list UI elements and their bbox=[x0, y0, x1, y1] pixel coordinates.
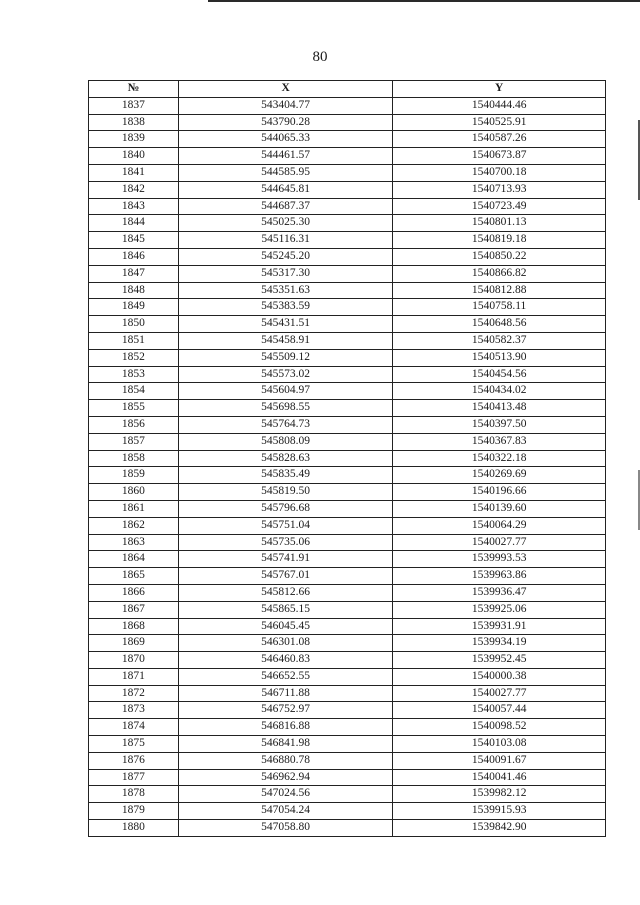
point-number-cell: 1878 bbox=[89, 786, 179, 803]
x-coordinate-cell: 543404.77 bbox=[178, 97, 393, 114]
point-number-cell: 1862 bbox=[89, 517, 179, 534]
point-number-cell: 1851 bbox=[89, 332, 179, 349]
x-coordinate-cell: 545828.63 bbox=[178, 450, 393, 467]
y-coordinate-cell: 1540103.08 bbox=[393, 736, 606, 753]
table-row bbox=[89, 568, 606, 585]
x-coordinate-cell: 545509.12 bbox=[178, 349, 393, 366]
y-coordinate-cell: 1540322.18 bbox=[393, 450, 606, 467]
table-row bbox=[89, 131, 606, 148]
y-coordinate-cell: 1539931.91 bbox=[393, 618, 606, 635]
y-coordinate-cell: 1540525.91 bbox=[393, 114, 606, 131]
point-number-cell: 1861 bbox=[89, 500, 179, 517]
column-header-number: № bbox=[89, 81, 179, 98]
point-number-cell: 1864 bbox=[89, 551, 179, 568]
x-coordinate-cell: 545698.55 bbox=[178, 400, 393, 417]
y-coordinate-cell: 1540091.67 bbox=[393, 752, 606, 769]
coordinates-table bbox=[88, 80, 606, 837]
table-row bbox=[89, 97, 606, 114]
y-coordinate-cell: 1540866.82 bbox=[393, 265, 606, 282]
point-number-cell: 1866 bbox=[89, 584, 179, 601]
point-number-cell: 1841 bbox=[89, 164, 179, 181]
x-coordinate-cell: 545383.59 bbox=[178, 299, 393, 316]
y-coordinate-cell: 1540196.66 bbox=[393, 484, 606, 501]
y-coordinate-cell: 1540582.37 bbox=[393, 332, 606, 349]
point-number-cell: 1840 bbox=[89, 148, 179, 165]
y-coordinate-cell: 1540587.26 bbox=[393, 131, 606, 148]
table-row bbox=[89, 148, 606, 165]
x-coordinate-cell: 545458.91 bbox=[178, 332, 393, 349]
x-coordinate-cell: 546301.08 bbox=[178, 635, 393, 652]
y-coordinate-cell: 1540027.77 bbox=[393, 685, 606, 702]
table-row bbox=[89, 786, 606, 803]
x-coordinate-cell: 546652.55 bbox=[178, 668, 393, 685]
y-coordinate-cell: 1540057.44 bbox=[393, 702, 606, 719]
point-number-cell: 1852 bbox=[89, 349, 179, 366]
table-row bbox=[89, 534, 606, 551]
point-number-cell: 1845 bbox=[89, 232, 179, 249]
table-row bbox=[89, 215, 606, 232]
y-coordinate-cell: 1540648.56 bbox=[393, 316, 606, 333]
x-coordinate-cell: 545812.66 bbox=[178, 584, 393, 601]
x-coordinate-cell: 545865.15 bbox=[178, 601, 393, 618]
y-coordinate-cell: 1540850.22 bbox=[393, 248, 606, 265]
y-coordinate-cell: 1540513.90 bbox=[393, 349, 606, 366]
table-header-row bbox=[89, 81, 606, 98]
point-number-cell: 1876 bbox=[89, 752, 179, 769]
x-coordinate-cell: 544645.81 bbox=[178, 181, 393, 198]
table-row bbox=[89, 265, 606, 282]
y-coordinate-cell: 1540700.18 bbox=[393, 164, 606, 181]
point-number-cell: 1855 bbox=[89, 400, 179, 417]
point-number-cell: 1870 bbox=[89, 652, 179, 669]
table-row bbox=[89, 752, 606, 769]
table-row bbox=[89, 114, 606, 131]
page-number: 80 bbox=[312, 49, 328, 65]
x-coordinate-cell: 546841.98 bbox=[178, 736, 393, 753]
table-row bbox=[89, 232, 606, 249]
x-coordinate-cell: 545835.49 bbox=[178, 467, 393, 484]
x-coordinate-cell: 546752.97 bbox=[178, 702, 393, 719]
point-number-cell: 1838 bbox=[89, 114, 179, 131]
x-coordinate-cell: 545116.31 bbox=[178, 232, 393, 249]
point-number-cell: 1847 bbox=[89, 265, 179, 282]
y-coordinate-cell: 1540454.56 bbox=[393, 366, 606, 383]
y-coordinate-cell: 1539952.45 bbox=[393, 652, 606, 669]
y-coordinate-cell: 1540139.60 bbox=[393, 500, 606, 517]
table-row bbox=[89, 467, 606, 484]
x-coordinate-cell: 547054.24 bbox=[178, 803, 393, 820]
point-number-cell: 1858 bbox=[89, 450, 179, 467]
x-coordinate-cell: 545741.91 bbox=[178, 551, 393, 568]
table-row bbox=[89, 601, 606, 618]
x-coordinate-cell: 545796.68 bbox=[178, 500, 393, 517]
y-coordinate-cell: 1540758.11 bbox=[393, 299, 606, 316]
y-coordinate-cell: 1540064.29 bbox=[393, 517, 606, 534]
table-row bbox=[89, 685, 606, 702]
x-coordinate-cell: 545767.01 bbox=[178, 568, 393, 585]
table-row bbox=[89, 181, 606, 198]
table-row bbox=[89, 332, 606, 349]
point-number-cell: 1871 bbox=[89, 668, 179, 685]
y-coordinate-cell: 1540673.87 bbox=[393, 148, 606, 165]
table-row bbox=[89, 635, 606, 652]
table-row bbox=[89, 316, 606, 333]
table-row bbox=[89, 433, 606, 450]
table-row bbox=[89, 383, 606, 400]
point-number-cell: 1872 bbox=[89, 685, 179, 702]
y-coordinate-cell: 1540413.48 bbox=[393, 400, 606, 417]
x-coordinate-cell: 545573.02 bbox=[178, 366, 393, 383]
y-coordinate-cell: 1540000.38 bbox=[393, 668, 606, 685]
x-coordinate-cell: 543790.28 bbox=[178, 114, 393, 131]
point-number-cell: 1873 bbox=[89, 702, 179, 719]
x-coordinate-cell: 547024.56 bbox=[178, 786, 393, 803]
x-coordinate-cell: 544461.57 bbox=[178, 148, 393, 165]
point-number-cell: 1857 bbox=[89, 433, 179, 450]
table-row bbox=[89, 803, 606, 820]
table-row bbox=[89, 164, 606, 181]
y-coordinate-cell: 1539842.90 bbox=[393, 820, 606, 837]
point-number-cell: 1860 bbox=[89, 484, 179, 501]
y-coordinate-cell: 1540723.49 bbox=[393, 198, 606, 215]
table-row bbox=[89, 551, 606, 568]
x-coordinate-cell: 545751.04 bbox=[178, 517, 393, 534]
y-coordinate-cell: 1540397.50 bbox=[393, 416, 606, 433]
point-number-cell: 1877 bbox=[89, 769, 179, 786]
y-coordinate-cell: 1539982.12 bbox=[393, 786, 606, 803]
table-row bbox=[89, 702, 606, 719]
y-coordinate-cell: 1540027.77 bbox=[393, 534, 606, 551]
y-coordinate-cell: 1540801.13 bbox=[393, 215, 606, 232]
point-number-cell: 1839 bbox=[89, 131, 179, 148]
y-coordinate-cell: 1540041.46 bbox=[393, 769, 606, 786]
scan-edge-top bbox=[208, 0, 640, 2]
x-coordinate-cell: 546045.45 bbox=[178, 618, 393, 635]
point-number-cell: 1843 bbox=[89, 198, 179, 215]
point-number-cell: 1854 bbox=[89, 383, 179, 400]
table-row bbox=[89, 719, 606, 736]
y-coordinate-cell: 1540367.83 bbox=[393, 433, 606, 450]
x-coordinate-cell: 546962.94 bbox=[178, 769, 393, 786]
table-row bbox=[89, 282, 606, 299]
point-number-cell: 1875 bbox=[89, 736, 179, 753]
table-row bbox=[89, 248, 606, 265]
x-coordinate-cell: 544687.37 bbox=[178, 198, 393, 215]
x-coordinate-cell: 545604.97 bbox=[178, 383, 393, 400]
table-row bbox=[89, 820, 606, 837]
y-coordinate-cell: 1540812.88 bbox=[393, 282, 606, 299]
point-number-cell: 1837 bbox=[89, 97, 179, 114]
x-coordinate-cell: 545431.51 bbox=[178, 316, 393, 333]
x-coordinate-cell: 545317.30 bbox=[178, 265, 393, 282]
point-number-cell: 1842 bbox=[89, 181, 179, 198]
y-coordinate-cell: 1539925.06 bbox=[393, 601, 606, 618]
table-row bbox=[89, 366, 606, 383]
table-row bbox=[89, 584, 606, 601]
table-body bbox=[89, 97, 606, 836]
y-coordinate-cell: 1540819.18 bbox=[393, 232, 606, 249]
point-number-cell: 1846 bbox=[89, 248, 179, 265]
x-coordinate-cell: 545735.06 bbox=[178, 534, 393, 551]
point-number-cell: 1853 bbox=[89, 366, 179, 383]
x-coordinate-cell: 545025.30 bbox=[178, 215, 393, 232]
x-coordinate-cell: 546460.83 bbox=[178, 652, 393, 669]
table-row bbox=[89, 736, 606, 753]
x-coordinate-cell: 545808.09 bbox=[178, 433, 393, 450]
point-number-cell: 1848 bbox=[89, 282, 179, 299]
y-coordinate-cell: 1539915.93 bbox=[393, 803, 606, 820]
table-row bbox=[89, 349, 606, 366]
y-coordinate-cell: 1539934.19 bbox=[393, 635, 606, 652]
y-coordinate-cell: 1539993.53 bbox=[393, 551, 606, 568]
x-coordinate-cell: 547058.80 bbox=[178, 820, 393, 837]
point-number-cell: 1856 bbox=[89, 416, 179, 433]
table-row bbox=[89, 769, 606, 786]
x-coordinate-cell: 545764.73 bbox=[178, 416, 393, 433]
table-row bbox=[89, 484, 606, 501]
y-coordinate-cell: 1540444.46 bbox=[393, 97, 606, 114]
column-header-x: X bbox=[178, 81, 393, 98]
point-number-cell: 1880 bbox=[89, 820, 179, 837]
point-number-cell: 1874 bbox=[89, 719, 179, 736]
y-coordinate-cell: 1540713.93 bbox=[393, 181, 606, 198]
point-number-cell: 1868 bbox=[89, 618, 179, 635]
point-number-cell: 1859 bbox=[89, 467, 179, 484]
table-row bbox=[89, 618, 606, 635]
x-coordinate-cell: 545819.50 bbox=[178, 484, 393, 501]
column-header-y: Y bbox=[393, 81, 606, 98]
point-number-cell: 1869 bbox=[89, 635, 179, 652]
x-coordinate-cell: 546880.78 bbox=[178, 752, 393, 769]
table-row bbox=[89, 668, 606, 685]
table-row bbox=[89, 400, 606, 417]
x-coordinate-cell: 545245.20 bbox=[178, 248, 393, 265]
y-coordinate-cell: 1540269.69 bbox=[393, 467, 606, 484]
x-coordinate-cell: 546816.88 bbox=[178, 719, 393, 736]
y-coordinate-cell: 1540098.52 bbox=[393, 719, 606, 736]
point-number-cell: 1865 bbox=[89, 568, 179, 585]
point-number-cell: 1844 bbox=[89, 215, 179, 232]
x-coordinate-cell: 545351.63 bbox=[178, 282, 393, 299]
x-coordinate-cell: 544065.33 bbox=[178, 131, 393, 148]
x-coordinate-cell: 544585.95 bbox=[178, 164, 393, 181]
table-row bbox=[89, 198, 606, 215]
table-row bbox=[89, 299, 606, 316]
y-coordinate-cell: 1540434.02 bbox=[393, 383, 606, 400]
point-number-cell: 1879 bbox=[89, 803, 179, 820]
point-number-cell: 1849 bbox=[89, 299, 179, 316]
table-row bbox=[89, 517, 606, 534]
point-number-cell: 1863 bbox=[89, 534, 179, 551]
x-coordinate-cell: 546711.88 bbox=[178, 685, 393, 702]
point-number-cell: 1867 bbox=[89, 601, 179, 618]
y-coordinate-cell: 1539963.86 bbox=[393, 568, 606, 585]
table-row bbox=[89, 450, 606, 467]
table-row bbox=[89, 416, 606, 433]
point-number-cell: 1850 bbox=[89, 316, 179, 333]
table-row bbox=[89, 652, 606, 669]
y-coordinate-cell: 1539936.47 bbox=[393, 584, 606, 601]
table-row bbox=[89, 500, 606, 517]
